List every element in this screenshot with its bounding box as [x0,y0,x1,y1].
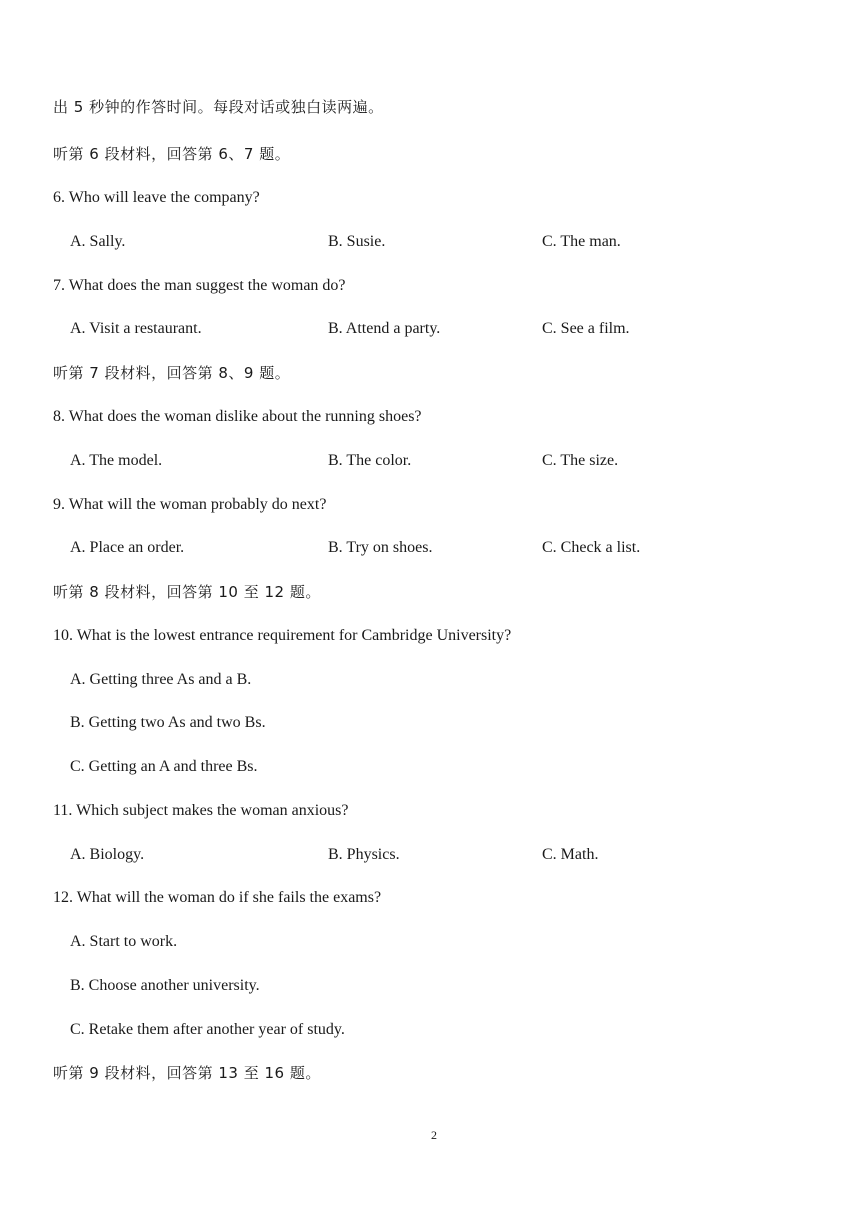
question-10-option-c: C. Getting an A and three Bs. [70,758,258,775]
question-12: 12. What will the woman do if she fails the exams? [53,889,382,906]
question-6-options [70,232,830,252]
option-c: C. The man. [542,233,621,250]
question-7: 7. What does the man suggest the woman do? [53,277,346,294]
question-10-option-b: B. Getting two As and two Bs. [70,714,266,731]
option-b: B. The color. [328,452,412,469]
option-a: A. Biology. [70,846,145,863]
option-c: C. The size. [542,452,619,469]
option-b: B. Physics. [328,846,400,863]
option-a: A. Place an order. [70,539,185,556]
question-11-options [70,845,830,865]
question-9: 9. What will the woman probably do next? [53,496,327,513]
option-a: A. Sally. [70,233,126,250]
intro-instruction: 出 5 秒钟的作答时间。每段对话或独白读两遍。 [53,98,384,116]
section-heading-6: 听第 6 段材料，回答第 6、7 题。 [53,145,291,163]
section-heading-8: 听第 8 段材料，回答第 10 至 12 题。 [53,583,321,601]
question-7-options [70,319,830,339]
option-b: B. Susie. [328,233,386,250]
question-10-option-a: A. Getting three As and a B. [70,671,252,688]
section-heading-7: 听第 7 段材料，回答第 8、9 题。 [53,364,291,382]
question-9-options [70,538,830,558]
option-c: C. See a film. [542,320,630,337]
option-c: C. Check a list. [542,539,641,556]
question-11: 11. Which subject makes the woman anxious? [53,802,349,819]
question-12-option-c: C. Retake them after another year of study. [70,1021,345,1038]
option-c: C. Math. [542,846,599,863]
question-12-option-a: A. Start to work. [70,933,178,950]
question-8: 8. What does the woman dislike about the running shoes? [53,408,422,425]
question-8-options [70,451,830,471]
section-heading-9: 听第 9 段材料，回答第 13 至 16 题。 [53,1064,321,1082]
question-10: 10. What is the lowest entrance requirement for Cambridge University? [53,627,512,644]
question-6: 6. Who will leave the company? [53,189,260,206]
question-12-option-b: B. Choose another university. [70,977,260,994]
option-b: B. Try on shoes. [328,539,433,556]
option-a: A. The model. [70,452,163,469]
option-a: A. Visit a restaurant. [70,320,202,337]
option-b: B. Attend a party. [328,320,441,337]
page-number: 2 [431,1128,437,1142]
